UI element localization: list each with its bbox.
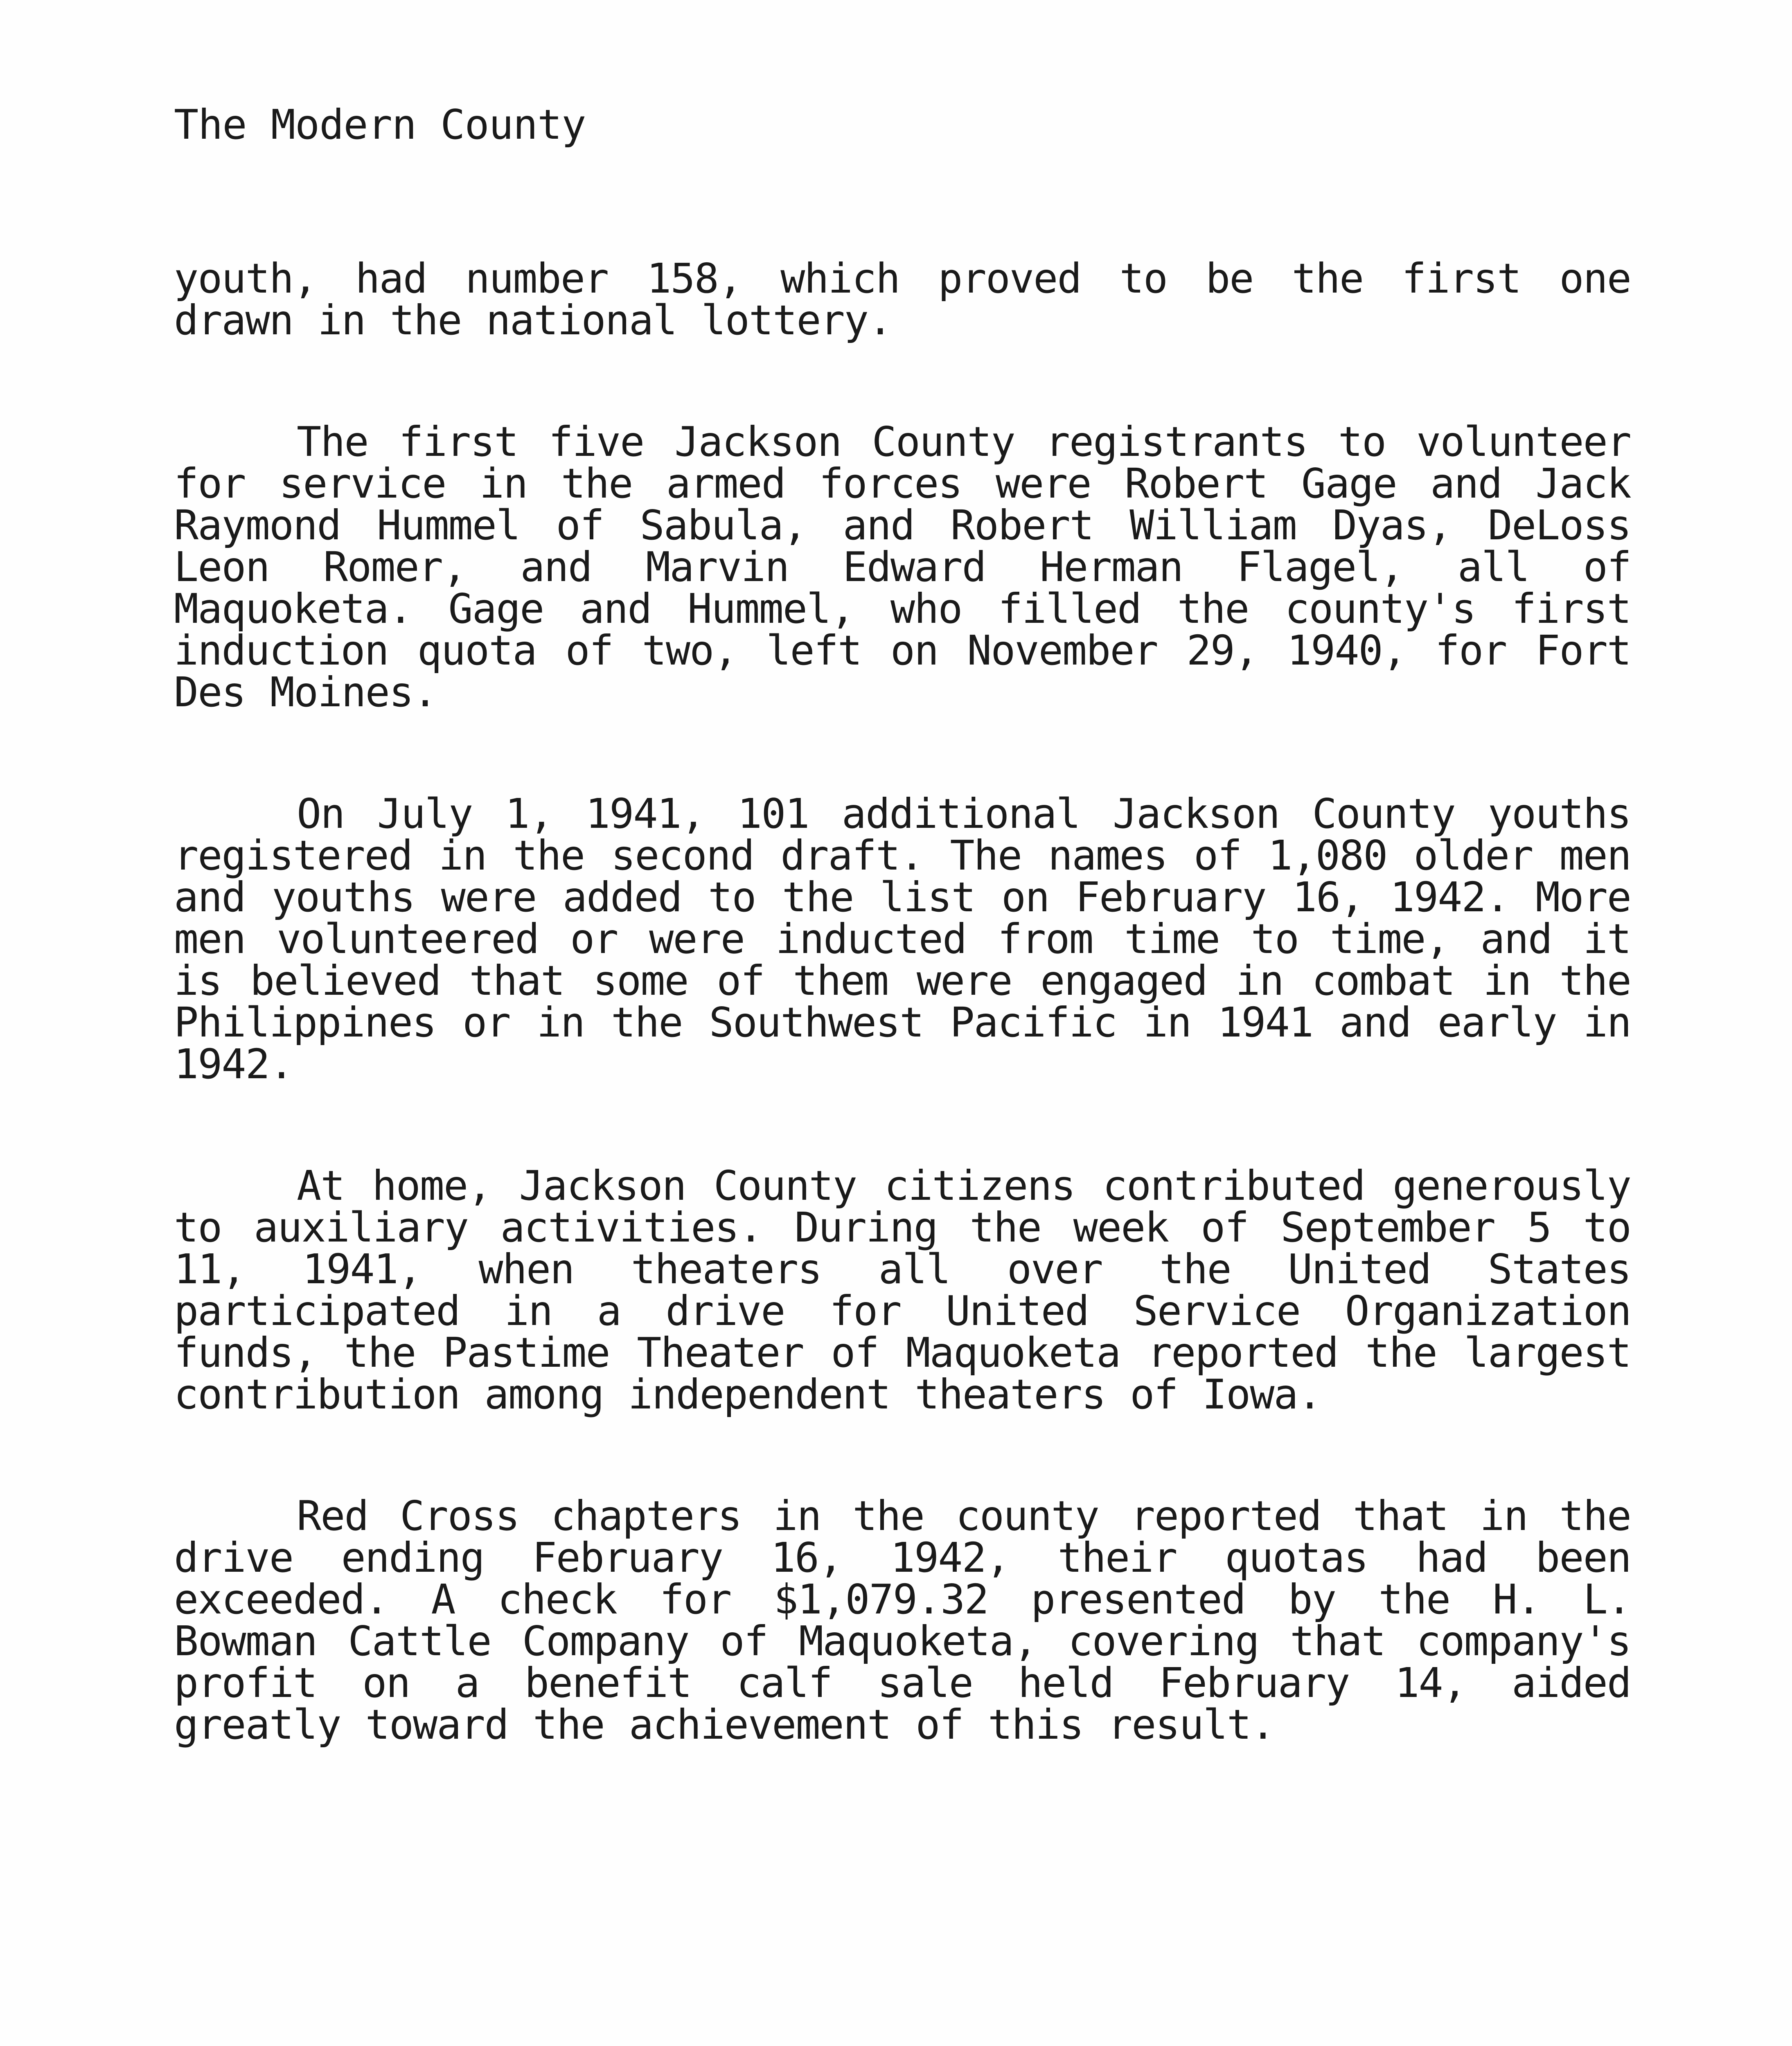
paragraph-home-front: At home, Jackson County citizens contributed generously to auxiliary activities. During the week of September 5 to 11, 1941, when theaters all over the United States participated in a drive for United Service Organization funds, the Pastime Theater of Maquoketa reported the largest contribution among independent theaters of Iowa. (174, 1162, 1631, 1418)
paragraph-continuation: youth, had number 158, which proved to be the first one drawn in the national lottery. (174, 255, 1631, 344)
paragraph-red-cross: Red Cross chapters in the county reported that in the drive ending February 16, 1942, their quotas had been exceeded. A check for $1,079.32 presented by the H. L. Bowman Cattle Company of Maquoketa, covering that company's profit on a benefit calf sale held February 14, aided greatly toward the achievement of this result. (174, 1492, 1631, 1749)
paragraph-volunteers: The first five Jackson County registrants to volunteer for service in the armed forces were Robert Gage and Jack Raymond Hummel of Sabula, and Robert William Dyas, DeLoss Leon Romer, and Marvin Edward Herman Flagel, all of Maquoketa. Gage and Hummel, who filled the county's first induction quota of two, left on November 29, 1940, for Fort Des Moines. (174, 418, 1631, 716)
body-text (174, 255, 1631, 1825)
running-head: The Modern County (174, 101, 586, 149)
paragraph-second-draft: On July 1, 1941, 101 additional Jackson County youths registered in the second draft. The names of 1,080 older men and youths were added to the list on February 16, 1942. More men volunteered or were inducted from time to time, and it is believed that some of them were engaged in combat in the Philippines or in the Southwest Pacific in 1941 and early in 1942. (174, 790, 1631, 1088)
